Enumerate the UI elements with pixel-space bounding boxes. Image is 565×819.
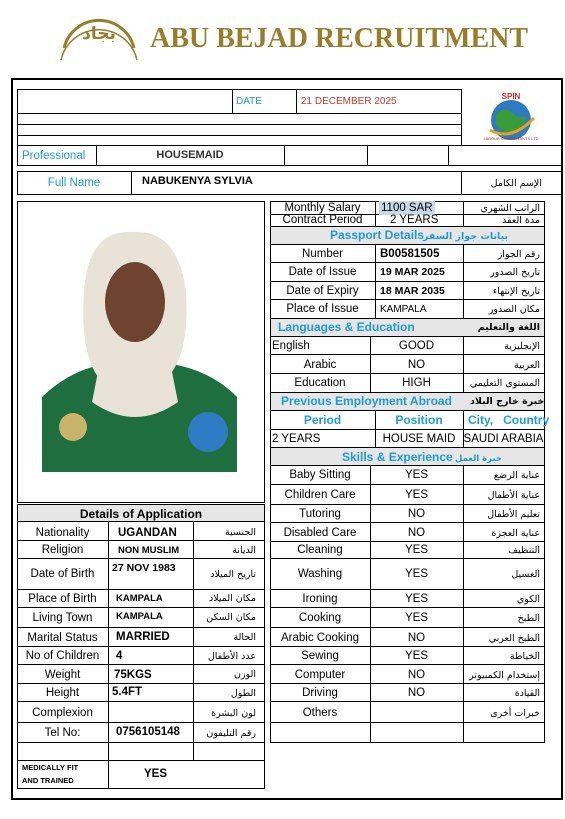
skill-row-value: NO bbox=[407, 632, 426, 644]
application-row-label-ar: عدد الأطفال bbox=[207, 651, 256, 662]
languages-title: Languages & Education bbox=[278, 320, 415, 334]
language-row-label: Education bbox=[294, 377, 346, 389]
application-row-label-ar: تاريخ الميلاد bbox=[210, 569, 256, 580]
skill-row-label-ar: عناية العجزة bbox=[491, 528, 540, 539]
skill-row-value: YES bbox=[404, 650, 428, 662]
employment-col-country: City, Country bbox=[468, 413, 550, 427]
company-name: ABU BEJAD RECRUITMENT bbox=[150, 23, 529, 54]
skill-row-label: Sewing bbox=[301, 650, 339, 662]
application-row-label-ar: الجنسية bbox=[225, 527, 256, 538]
passport-row-label-ar: رقم الجواز bbox=[497, 249, 540, 260]
employment-position: HOUSE MAID bbox=[382, 433, 456, 445]
application-row-label: Religion bbox=[41, 544, 84, 556]
application-row-label-ar: الحالة bbox=[233, 632, 256, 643]
application-row-label: Complexion bbox=[32, 707, 93, 719]
skill-row-value: YES bbox=[404, 612, 428, 624]
skill-row-label-ar: الكوي bbox=[516, 594, 540, 605]
passport-row-value: B00581505 bbox=[380, 248, 440, 260]
salary-label-ar: الراتب الشهري bbox=[480, 203, 540, 214]
passport-title-ar: بيانات جواز السفر bbox=[423, 231, 509, 242]
application-row-label: Date of Birth bbox=[30, 568, 95, 580]
application-row-label: Marital Status bbox=[27, 632, 98, 644]
employment-period: 2 YEARS bbox=[272, 433, 321, 445]
application-row-label: No of Children bbox=[25, 650, 100, 662]
skill-row-label-ar: عناية الأطفال bbox=[487, 490, 540, 501]
skill-row-value: NO bbox=[407, 669, 426, 681]
employment-country: SAUDI ARABIA bbox=[463, 433, 544, 445]
skill-row-label: Washing bbox=[297, 568, 343, 580]
skill-row-label-ar: القيادة bbox=[514, 688, 540, 699]
skill-row-label-ar: الطبخ bbox=[517, 613, 540, 624]
partner-logo bbox=[478, 90, 544, 145]
application-row-label: Living Town bbox=[32, 612, 93, 624]
applicant-photo bbox=[17, 201, 265, 503]
skill-row-value: NO bbox=[407, 508, 426, 520]
medical-label-line1: MEDICALLY FIT bbox=[22, 763, 79, 772]
skill-row-value: YES bbox=[404, 469, 428, 481]
salary-value: 1100 SAR bbox=[381, 202, 433, 214]
language-row-label-ar: الإنجليزية bbox=[504, 341, 540, 352]
skill-row-label: Others bbox=[302, 707, 338, 719]
languages-title-ar: اللغة والتعليم bbox=[477, 322, 540, 333]
medical-value: YES bbox=[144, 768, 168, 780]
application-row-label-ar: لون البشرة bbox=[211, 708, 256, 719]
skill-row-value: NO bbox=[407, 527, 426, 539]
passport-row-value: 18 MAR 2035 bbox=[380, 285, 445, 297]
language-row-label: Arabic bbox=[303, 359, 337, 371]
skill-row-label-ar: الغسيل bbox=[511, 569, 540, 580]
skill-row-label: Disabled Care bbox=[283, 527, 357, 539]
contract-period-label: Contract Period bbox=[282, 214, 363, 226]
skill-row-label: Cooking bbox=[298, 612, 342, 624]
profession-value: HOUSEMAID bbox=[156, 149, 224, 161]
application-row-label: Height bbox=[45, 687, 80, 699]
logo-glyph: بجاد bbox=[82, 24, 116, 44]
application-row-value: UGANDAN bbox=[118, 527, 177, 539]
application-row-value: 27 NOV 1983 bbox=[112, 562, 176, 574]
application-row-value: KAMPALA bbox=[116, 611, 163, 622]
date-label: DATE bbox=[236, 96, 262, 107]
language-row-label-ar: العربية bbox=[514, 360, 540, 371]
partner-logo-sub: LABOUR CONSULTANTS LTD bbox=[483, 136, 539, 141]
skill-row-label: Baby Sitting bbox=[289, 469, 351, 481]
profession-label: Professional bbox=[22, 150, 86, 162]
language-row-label: English bbox=[272, 340, 310, 352]
application-row-label-ar: الديانة bbox=[232, 545, 256, 556]
application-row-label: Tel No: bbox=[44, 727, 81, 739]
skill-row-label: Tutoring bbox=[299, 508, 341, 520]
contract-period-value: 2 YEARS bbox=[390, 214, 439, 226]
salary-label: Monthly Salary bbox=[284, 202, 361, 214]
passport-row-label-ar: تاريخ الصدور bbox=[490, 267, 540, 278]
passport-row-value: KAMPALA bbox=[380, 304, 427, 315]
passport-row-value: 19 MAR 2025 bbox=[380, 266, 445, 278]
application-row-value: MARRIED bbox=[116, 631, 170, 643]
application-row-value: 4 bbox=[116, 650, 123, 662]
application-row-label: Nationality bbox=[35, 527, 90, 539]
date-value: 21 DECEMBER 2025 bbox=[301, 96, 397, 107]
full-name-label-ar: الإسم الكامل bbox=[490, 178, 542, 189]
skill-row-label: Computer bbox=[294, 669, 346, 681]
application-row-label-ar: مكان الميلاد bbox=[208, 593, 256, 604]
application-row-label-ar: الوزن bbox=[233, 669, 256, 680]
skill-row-label: Arabic Cooking bbox=[281, 632, 359, 644]
employment-col-period: Period bbox=[303, 413, 342, 427]
application-row-value: NON MUSLIM bbox=[118, 545, 180, 556]
full-name-label: Full Name bbox=[47, 177, 101, 189]
skill-row-label-ar: خبرات أخرى bbox=[490, 708, 540, 719]
application-row-label: Weight bbox=[44, 669, 81, 681]
application-row-label-ar: الطول bbox=[230, 688, 256, 699]
application-row-value: 0756105148 bbox=[116, 726, 180, 738]
passport-row-label: Date of Issue bbox=[288, 266, 357, 278]
medical-label-line2: AND TRAINED bbox=[22, 776, 74, 785]
skill-row-label-ar: عناية الرضع bbox=[493, 470, 540, 481]
passport-row-label: Date of Expiry bbox=[286, 285, 359, 297]
skill-row-value: NO bbox=[407, 687, 426, 699]
partner-logo-text: SPIN bbox=[501, 92, 521, 101]
employment-col-position: Position bbox=[395, 413, 443, 427]
employment-title-ar: خبرة خارج البلاد bbox=[470, 396, 545, 407]
passport-row-label-ar: مكان الصدور bbox=[488, 304, 540, 315]
passport-row-label: Number bbox=[302, 248, 343, 260]
contract-period-label-ar: مدة العقد bbox=[502, 215, 540, 226]
skill-row-label-ar: إستخدام الكمبيوتر bbox=[469, 670, 540, 681]
application-row-value: KAMPALA bbox=[116, 593, 163, 604]
language-row-value: HIGH bbox=[402, 377, 431, 389]
skill-row-label-ar: التنظيف bbox=[508, 545, 540, 556]
skill-row-value: YES bbox=[404, 544, 428, 556]
skills-title: Skills & Experience bbox=[342, 450, 453, 464]
full-name-value: NABUKENYA SYLVIA bbox=[142, 175, 253, 187]
skill-row-label: Children Care bbox=[284, 489, 356, 501]
application-row-label-ar: مكان السكن bbox=[206, 612, 256, 623]
language-row-value: GOOD bbox=[398, 340, 435, 352]
skill-row-label-ar: الخياطة bbox=[509, 651, 540, 662]
employment-title: Previous Employment Abroad bbox=[281, 394, 452, 408]
passport-row-label-ar: تاريخ الإنتهاء bbox=[492, 286, 540, 297]
skill-row-value: YES bbox=[404, 593, 428, 605]
application-title: Details of Application bbox=[79, 507, 203, 521]
skill-row-label: Ironing bbox=[302, 593, 338, 605]
skill-row-label: Driving bbox=[302, 687, 338, 699]
company-logo bbox=[58, 0, 140, 70]
skill-row-label: Cleaning bbox=[297, 544, 343, 556]
passport-row-label: Place of Issue bbox=[286, 303, 359, 315]
skill-row-value: YES bbox=[404, 489, 428, 501]
skill-row-label-ar: الطبخ العربي bbox=[488, 633, 540, 644]
application-row-value: 75KGS bbox=[114, 669, 152, 681]
skill-row-label-ar: تعليم الأطفال bbox=[487, 509, 540, 520]
application-row-label-ar: رقم التليفون bbox=[206, 728, 256, 739]
language-row-value: NO bbox=[407, 359, 426, 371]
language-row-label-ar: المستوى التعليمي bbox=[469, 378, 540, 389]
skill-row-value: YES bbox=[404, 568, 428, 580]
application-row-label: Place of Birth bbox=[28, 593, 97, 605]
passport-title: Passport Details bbox=[330, 228, 425, 242]
skills-title-ar: خبرة العمل bbox=[455, 454, 503, 464]
application-row-value: 5.4FT bbox=[112, 686, 143, 698]
